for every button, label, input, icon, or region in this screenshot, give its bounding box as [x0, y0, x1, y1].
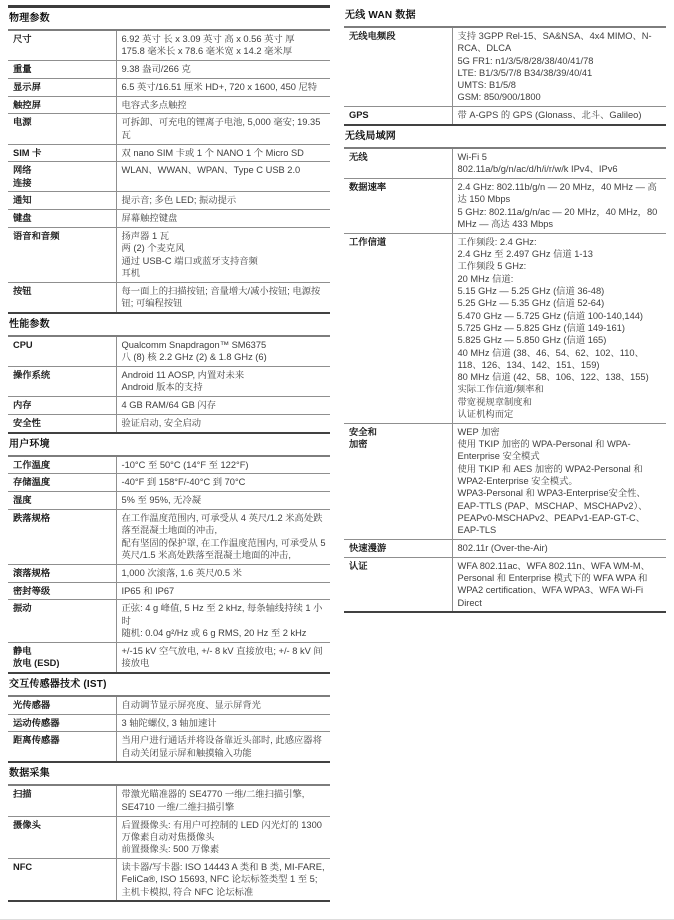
section-title: 性能参数 [8, 317, 330, 337]
spec-value: Android 11 AOSP, 内置对未来 Android 版本的支持 [116, 366, 330, 396]
spec-label: 工作信道 [344, 233, 452, 423]
spec-label: 工作温度 [8, 457, 116, 474]
spec-label: 湿度 [8, 492, 116, 510]
table-row [8, 210, 330, 228]
table-row [8, 600, 330, 642]
table-row [8, 144, 330, 162]
spec-label: 摄像头 [8, 816, 116, 858]
spec-value: 3 轴陀螺仪, 3 轴加速计 [116, 714, 330, 732]
table-row [8, 714, 330, 732]
spec-label: 按钮 [8, 282, 116, 313]
spec-label: 光传感器 [8, 697, 116, 714]
spec-value: 带激光瞄准器的 SE4770 一维/二维扫描引擎, SE4710 一维/二维扫描引擎 [121, 789, 305, 812]
spec-value: WEP 加密 使用 TKIP 加密的 WPA-Personal 和 WPA-Enterprise 安全模式 使用 TKIP 和 AES 加密的 WPA2-Personal 和 WPA2-Enterprise 安全模式。 WPA3-Personal 和 WPA3-Enterprise安全性、EAP-TTLS (PAP、MSCHAP、MSCHAPv2）、PEAPv0-MSCHAPv2、PEAPv1-EAP-GT-C、EAP-TLS [452, 423, 666, 539]
table-row [344, 423, 666, 539]
spec-label: 振动 [8, 600, 116, 642]
table-row [8, 282, 330, 313]
table-row [344, 233, 666, 423]
table-row [8, 858, 330, 901]
spec-table [8, 31, 330, 314]
table-row [8, 192, 330, 210]
spec-table [8, 337, 330, 434]
table-row [8, 366, 330, 396]
spec-value: 屏幕触控键盘 [116, 210, 330, 228]
spec-label: 语音和音频 [8, 228, 116, 283]
table-row [8, 697, 330, 714]
spec-label: 存储温度 [8, 474, 116, 492]
section-title: 数据采集 [8, 766, 330, 786]
spec-table [8, 457, 330, 674]
section-title: 无线局域网 [344, 129, 666, 149]
spec-label: 电源 [8, 114, 116, 144]
spec-value: 6.5 英寸/16.51 厘米 HD+, 720 x 1600, 450 尼特 [116, 78, 330, 96]
spec-value: 支持 3GPP Rel-15、SA&NSA、4x4 MIMO、N-RCA、DLCA 5G FR1: n1/3/5/8/28/38/40/41/78 LTE: B1/3/5/7/8 B34/38/39/40/41 UMTS: B1/5/8 GSM: 850/900/1800 [457, 31, 652, 103]
spec-label: 内存 [8, 397, 116, 415]
spec-label: 跌落规格 [8, 510, 116, 565]
spec-section-physical [8, 5, 330, 314]
table-row [344, 107, 666, 125]
table-row [344, 179, 666, 234]
spec-table [344, 28, 666, 126]
spec-value: 验证启动, 安全启动 [116, 414, 330, 432]
table-row [8, 732, 330, 763]
table-row [8, 114, 330, 144]
table-row [8, 96, 330, 114]
spec-value: +/-15 kV 空气放电, +/- 8 kV 直接放电; +/- 8 kV 间接放电 [116, 642, 330, 673]
table-row [8, 162, 330, 192]
section-title: 物理参数 [8, 11, 330, 31]
spec-table [8, 697, 330, 764]
spec-label: 操作系统 [8, 366, 116, 396]
spec-section-wwan [344, 8, 666, 126]
spec-value: 802.11r (Over-the-Air) [452, 539, 666, 557]
table-row [344, 149, 666, 179]
spec-label: 滚落规格 [8, 564, 116, 582]
spec-value: 自动调节显示屏亮度、显示屏背光 [121, 699, 261, 710]
spec-value: Wi-Fi 5 802.11a/b/g/n/ac/d/h/i/r/w/k IPv4、IPv6 [457, 152, 618, 175]
spec-table [8, 786, 330, 902]
spec-value: 可拆卸、可充电的锂离子电池, 5,000 毫安; 19.35 瓦 [116, 114, 330, 144]
spec-value: 正弦: 4 g 峰值, 5 Hz 至 2 kHz, 每条轴线持续 1 小时 随机: 0.04 g²/Hz 或 6 g RMS, 20 Hz 至 2 kHz [116, 600, 330, 642]
spec-value: 1,000 次滚落, 1.6 英尺/0.5 米 [116, 564, 330, 582]
spec-value: 扬声器 1 瓦 两 (2) 个麦克风 通过 USB-C 端口或蓝牙支持音频 耳机 [116, 228, 330, 283]
spec-value: 带 A-GPS 的 GPS (Glonass、北斗、Galileo) [452, 107, 666, 125]
spec-value: WFA 802.11ac、WFA 802.11n、WFA WM-M、Personal 和 Enterprise 模式下的 WFA WPA 和 WPA2 certification、WFA WPA3、WFA Wi-Fi Direct [452, 557, 666, 612]
spec-value: WLAN、WWAN、WPAN、Type C USB 2.0 [116, 162, 330, 192]
spec-value: 2.4 GHz: 802.11b/g/n — 20 MHz，40 MHz — 高达 150 Mbps 5 GHz: 802.11a/g/n/ac — 20 MHz，40 MHz，80 MHz — 高达 433 Mbps [452, 179, 666, 234]
spec-label: 安全性 [8, 414, 116, 432]
spec-value: 在工作温度范围内, 可承受从 4 英尺/1.2 米高处跌落至混凝土地面的冲击, 配有坚固的保护罩, 在工作温度范围内, 可承受从 5 英尺/1.5 米高处跌落至混凝土地面的冲击, [116, 510, 330, 565]
spec-label: 键盘 [8, 210, 116, 228]
spec-section-data-capture [8, 766, 330, 902]
spec-value: Qualcomm Snapdragon™ SM6375 八 (8) 核 2.2 GHz (2) & 1.8 GHz (6) [121, 339, 267, 363]
spec-label: 运动传感器 [8, 714, 116, 732]
spec-value: -10°C 至 50°C (14°F 至 122°F) [121, 459, 249, 470]
table-row [8, 228, 330, 283]
table-row [8, 397, 330, 415]
table-row [8, 510, 330, 565]
spec-value: 6.92 英寸 长 x 3.09 英寸 高 x 0.56 英寸 厚 175.8 毫米长 x 78.6 毫米宽 x 14.2 毫米厚 [121, 34, 295, 57]
table-row [8, 457, 330, 474]
table-row [8, 816, 330, 858]
section-title: 交互传感器技术 (IST) [8, 677, 330, 697]
spec-label: GPS [344, 107, 452, 125]
spec-label: 通知 [8, 192, 116, 210]
spec-section-user-environment [8, 437, 330, 674]
spec-label: NFC [8, 858, 116, 901]
spec-value: IP65 和 IP67 [116, 582, 330, 600]
spec-label: 静电 放电 (ESD) [8, 642, 116, 673]
spec-value: -40°F 到 158°F/-40°C 到 70°C [116, 474, 330, 492]
spec-label: 扫描 [8, 786, 116, 816]
spec-label: 无线 [344, 149, 452, 179]
spec-label: 安全和 加密 [344, 423, 452, 539]
spec-value: 每一面上的扫描按钮; 音量增大/减小按钮; 电源按钮; 可编程按钮 [116, 282, 330, 313]
spec-label: 触控屏 [8, 96, 116, 114]
spec-label: 距离传感器 [8, 732, 116, 763]
spec-section-wlan [344, 129, 666, 613]
table-row [8, 582, 330, 600]
spec-label: 认证 [344, 557, 452, 612]
spec-label: 显示屏 [8, 78, 116, 96]
table-row [8, 474, 330, 492]
spec-label: 重量 [8, 61, 116, 79]
spec-value: 提示音; 多色 LED; 振动提示 [116, 192, 330, 210]
section-title: 用户环境 [8, 437, 330, 457]
spec-value: 5% 至 95%, 无冷凝 [116, 492, 330, 510]
spec-label: 数据速率 [344, 179, 452, 234]
spec-label: 快速漫游 [344, 539, 452, 557]
right-column [344, 5, 666, 920]
table-row [8, 31, 330, 61]
spec-value: 双 nano SIM 卡或 1 个 NANO 1 个 Micro SD [116, 144, 330, 162]
left-column [8, 5, 330, 920]
table-row [8, 564, 330, 582]
table-row [8, 642, 330, 673]
table-row [344, 557, 666, 612]
spec-value: 当用户进行通话并将设备靠近头部时, 此感应器将自动关闭显示屏和触摸输入功能 [116, 732, 330, 763]
spec-table [344, 149, 666, 613]
table-row [8, 78, 330, 96]
table-row [8, 337, 330, 367]
spec-value: 工作频段: 2.4 GHz: 2.4 GHz 至 2.497 GHz 信道 1-13 工作频段 5 GHz: 20 MHz 信道: 5.15 GHz — 5.25 GHz (信道 36-48) 5.25 GHz — 5.35 GHz (信道 52-64) 5.470 GHz — 5.725 GHz (信道 100-140,144) 5.725 GHz — 5.825 GHz (信道 149-161) 5.825 GHz — 5.850 GHz (信道 165) 40 MHz 信道 (38、46、54、62、102、110、118、126、134、142、151、159) 80 MHz 信道 (42、58、106、122、138、155) 实际工作信道/频率和 带宽视规章制度和 认证机构而定 [452, 233, 666, 423]
spec-value: 4 GB RAM/64 GB 闪存 [116, 397, 330, 415]
spec-label: SIM 卡 [8, 144, 116, 162]
spec-label: CPU [8, 337, 116, 367]
spec-label: 尺寸 [8, 31, 116, 61]
spec-section-performance [8, 317, 330, 434]
table-row [8, 61, 330, 79]
spec-label: 无线电频段 [344, 28, 452, 107]
table-row [8, 786, 330, 816]
spec-value: 电容式多点触控 [116, 96, 330, 114]
spec-section-ist [8, 677, 330, 764]
spec-value: 9.38 盎司/266 克 [116, 61, 330, 79]
spec-value: 后置摄像头: 有用户可控制的 LED 闪光灯的 1300 万像素自动对焦摄像头 前置摄像头: 500 万像素 [116, 816, 330, 858]
table-row [8, 414, 330, 432]
spec-label: 网络 连接 [8, 162, 116, 192]
section-title: 无线 WAN 数据 [344, 8, 666, 28]
table-row [8, 492, 330, 510]
spec-label: 密封等级 [8, 582, 116, 600]
spec-value: 读卡器/写卡器: ISO 14443 A 类和 B 类, MI-FARE, FeliCa®, ISO 15693, NFC 论坛标签类型 1 至 5; 主机卡模拟, 符合 NFC 论坛标准 [116, 858, 330, 901]
table-row [344, 539, 666, 557]
table-row [344, 28, 666, 107]
